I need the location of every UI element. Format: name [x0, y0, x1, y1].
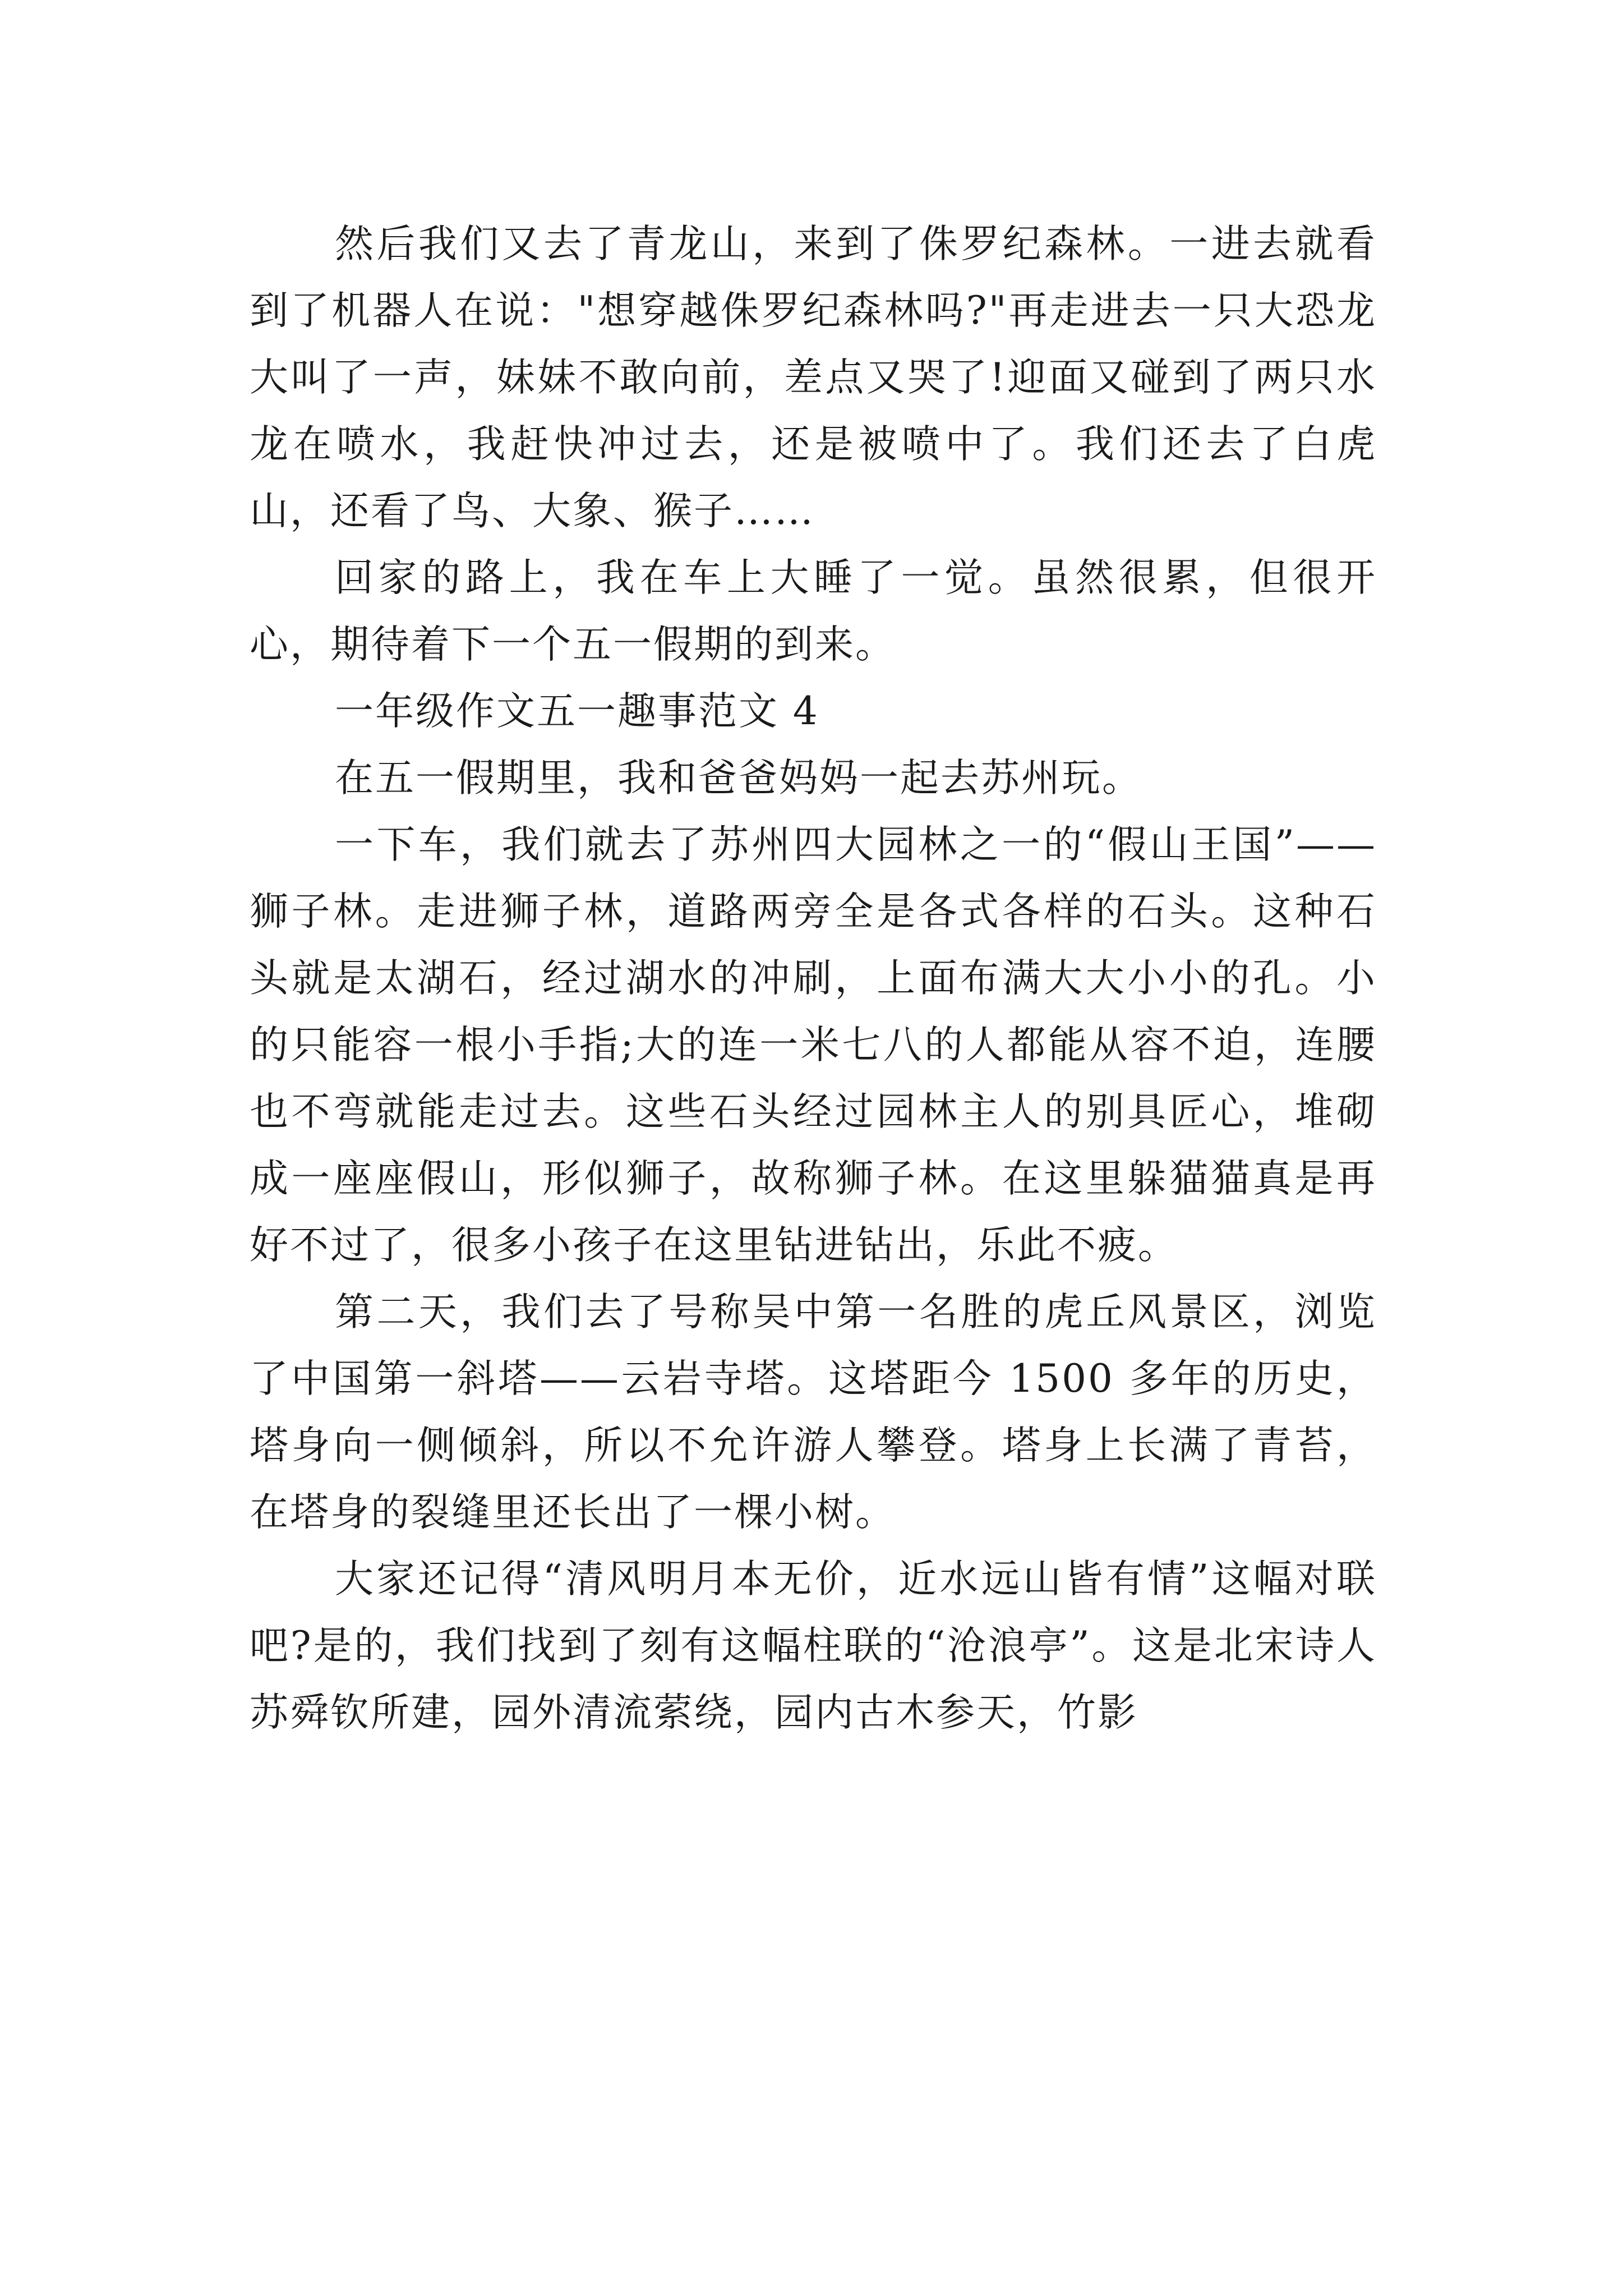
- paragraph-way-home: 回家的路上，我在车上大睡了一觉。虽然很累，但很开心，期待着下一个五一假期的到来。: [250, 555, 1377, 667]
- paragraph-tiger-hill: 第二天，我们去了号称吴中第一名胜的虎丘风景区，浏览了中国第一斜塔——云岩寺塔。这塔距今 1500 多年的历史，塔身向一侧倾斜，所以不允许游人攀登。塔身上长满了青苔，在塔身的裂缝里还长出了一棵小树。: [250, 1290, 1377, 1535]
- paragraph-jurassic-forest: 然后我们又去了青龙山，来到了侏罗纪森林。一进去就看到了机器人在说："想穿越侏罗纪森林吗?"再走进去一只大恐龙大叫了一声，妹妹不敢向前，差点又哭了!迎面又碰到了两只水龙在喷水，我赶快冲过去，还是被喷中了。我们还去了白虎山，还看了鸟、大象、猴子……: [250, 222, 1377, 533]
- paragraph-canglang-pavilion: 大家还记得“清风明月本无价，近水远山皆有情”这幅对联吧?是的，我们找到了刻有这幅柱联的“沧浪亭”。这是北宋诗人苏舜钦所建，园外清流萦绕，园内古木参天，竹影: [250, 1557, 1377, 1735]
- document-body: [250, 211, 1377, 1746]
- paragraph-suzhou-intro: 在五一假期里，我和爸爸妈妈一起去苏州玩。: [335, 756, 1142, 800]
- essay-heading: 一年级作文五一趣事范文 4: [335, 689, 819, 734]
- paragraph-lion-grove: 一下车，我们就去了苏州四大园林之一的“假山王国”——狮子林。走进狮子林，道路两旁全是各式各样的石头。这种石头就是太湖石，经过湖水的冲刷，上面布满大大小小的孔。小的只能容一根小手指;大的连一米七八的人都能从容不迫，连腰也不弯就能走过去。这些石头经过园林主人的别具匠心，堆砌成一座座假山，形似狮子，故称狮子林。在这里躲猫猫真是再好不过了，很多小孩子在这里钻进钻出，乐此不疲。: [250, 822, 1377, 1268]
